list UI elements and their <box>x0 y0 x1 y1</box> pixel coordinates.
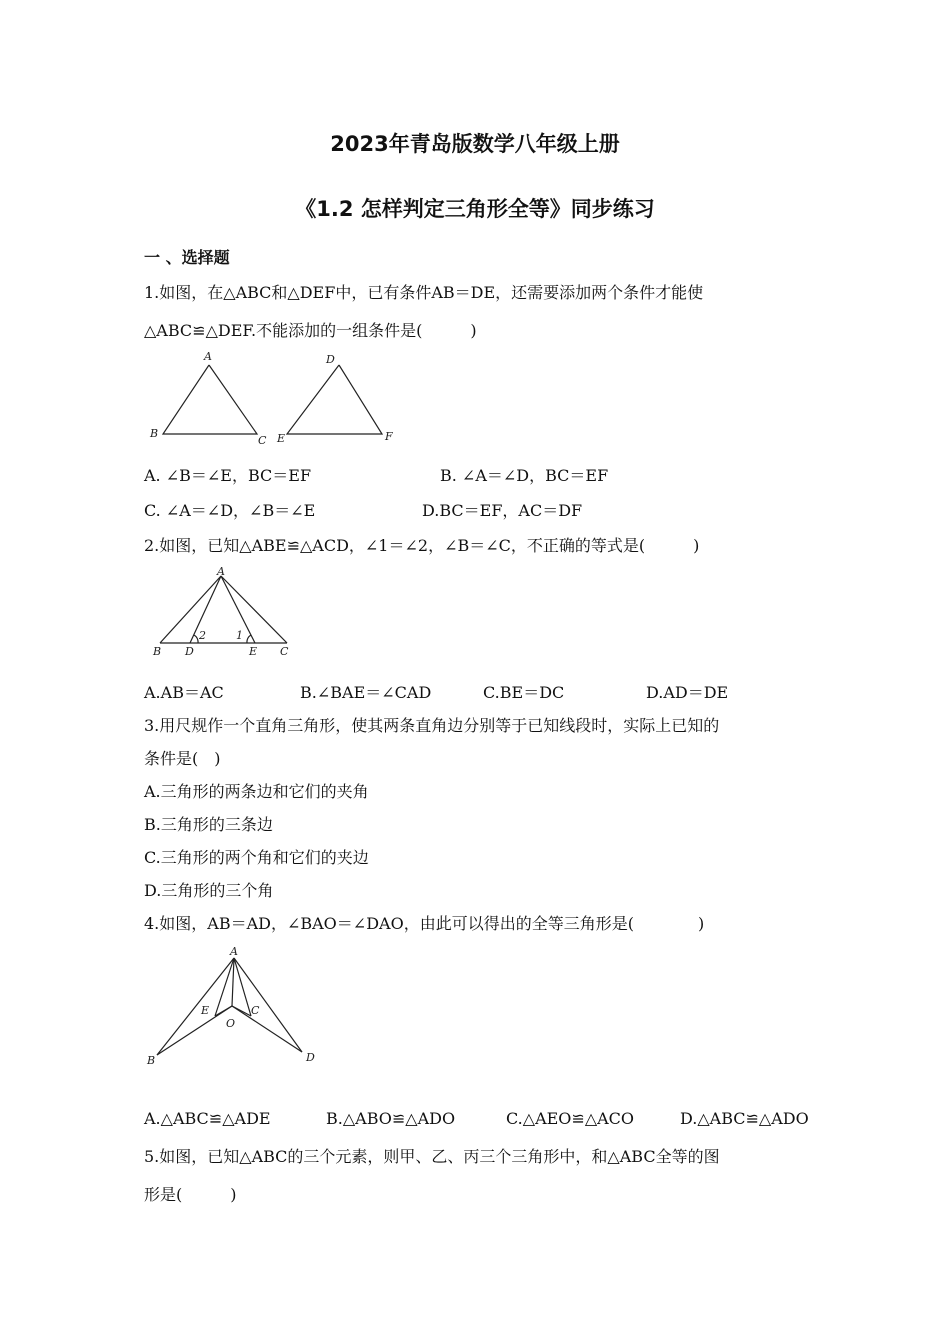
q3-option-d: D.三角形的三个角 <box>144 881 274 900</box>
q2-side-ac <box>221 576 287 643</box>
document-subtitle: 《1.2 怎样判定三角形全等》同步练习 <box>295 197 655 221</box>
q1-label-a: A <box>204 350 212 363</box>
q1-label-b: B <box>150 427 159 440</box>
q4-label-b: B <box>147 1054 156 1067</box>
q4-option-b: B.△ABO≌△ADO <box>326 1109 456 1128</box>
q4-label-e: E <box>201 1004 210 1017</box>
q3-option-a: A.三角形的两条边和它们的夹角 <box>144 782 369 801</box>
q2-label-a: A <box>217 565 225 578</box>
q3-option-b: B.三角形的三条边 <box>144 815 273 834</box>
q4-stem-line1: 4.如图，AB＝AD，∠BAO＝∠DAO，由此可以得出的全等三角形是( ) <box>144 914 705 933</box>
q1-stem-line1: 1.如图，在△ABC和△DEF中，已有条件AB＝DE，还需要添加两个条件才能使 <box>144 283 704 302</box>
q2-stem-line1: 2.如图，已知△ABE≌△ACD，∠1＝∠2，∠B＝∠C，不正确的等式是( ) <box>144 536 700 555</box>
q1-option-d: D.BC＝EF，AC＝DF <box>422 501 583 520</box>
q1-option-b: B. ∠A＝∠D，BC＝EF <box>440 466 609 485</box>
q4-side-ad <box>234 958 302 1052</box>
q3-stem-line1: 3.用尺规作一个直角三角形，使其两条直角边分别等于已知线段时，实际上已知的 <box>144 716 720 735</box>
q3-option-c: C.三角形的两个角和它们的夹边 <box>144 848 369 867</box>
q2-label-2: 2 <box>199 629 206 642</box>
q2-option-b: B.∠BAE＝∠CAD <box>300 683 432 702</box>
q4-figure <box>140 940 330 1070</box>
q2-label-e: E <box>249 645 258 658</box>
q4-option-c: C.△AEO≌△ACO <box>506 1109 635 1128</box>
q2-label-1: 1 <box>236 629 243 642</box>
q2-label-c: C <box>280 645 289 658</box>
q4-side-ab <box>157 958 234 1055</box>
q4-side-ac <box>234 958 251 1016</box>
q4-side-ao <box>232 958 234 1006</box>
q1-label-f: F <box>385 430 393 443</box>
q2-option-d: D.AD＝DE <box>646 683 729 702</box>
q4-option-d: D.△ABC≌△ADO <box>680 1109 809 1128</box>
q1-label-d: D <box>326 353 335 366</box>
q4-label-c: C <box>251 1004 260 1017</box>
section-heading: 一 、选择题 <box>144 248 230 267</box>
q4-option-a: A.△ABC≌△ADE <box>144 1109 271 1128</box>
triangle-def <box>287 365 382 434</box>
q2-angle-1-arc <box>247 635 251 643</box>
document-title: 2023年青岛版数学八年级上册 <box>330 132 620 156</box>
q4-side-ae <box>215 958 234 1016</box>
q4-side-bo <box>157 1006 232 1055</box>
q5-stem-line1: 5.如图，已知△ABC的三个元素，则甲、乙、丙三个三角形中，和△ABC全等的图 <box>144 1147 720 1166</box>
q2-label-d: D <box>185 645 194 658</box>
q2-angle-2-arc <box>194 635 198 643</box>
q4-label-d: D <box>306 1051 315 1064</box>
q2-label-b: B <box>153 645 162 658</box>
q3-stem-line2: 条件是( ) <box>144 749 221 768</box>
q1-stem-line2: △ABC≌△DEF.不能添加的一组条件是( ) <box>144 321 477 340</box>
q1-option-a: A. ∠B＝∠E，BC＝EF <box>144 466 312 485</box>
q1-figure <box>140 345 410 455</box>
q1-option-c: C. ∠A＝∠D，∠B＝∠E <box>144 501 316 520</box>
q1-label-c: C <box>258 434 267 447</box>
q5-stem-line2: 形是( ) <box>144 1185 237 1204</box>
q4-side-do <box>232 1006 302 1052</box>
q2-option-c: C.BE＝DC <box>483 683 565 702</box>
q2-side-ab <box>160 576 221 643</box>
q2-figure <box>140 563 300 663</box>
q2-option-a: A.AB＝AC <box>144 683 224 702</box>
q4-label-a: A <box>230 945 238 958</box>
q1-label-e: E <box>277 432 286 445</box>
triangle-abc <box>163 365 257 434</box>
q4-label-o: O <box>226 1017 236 1030</box>
